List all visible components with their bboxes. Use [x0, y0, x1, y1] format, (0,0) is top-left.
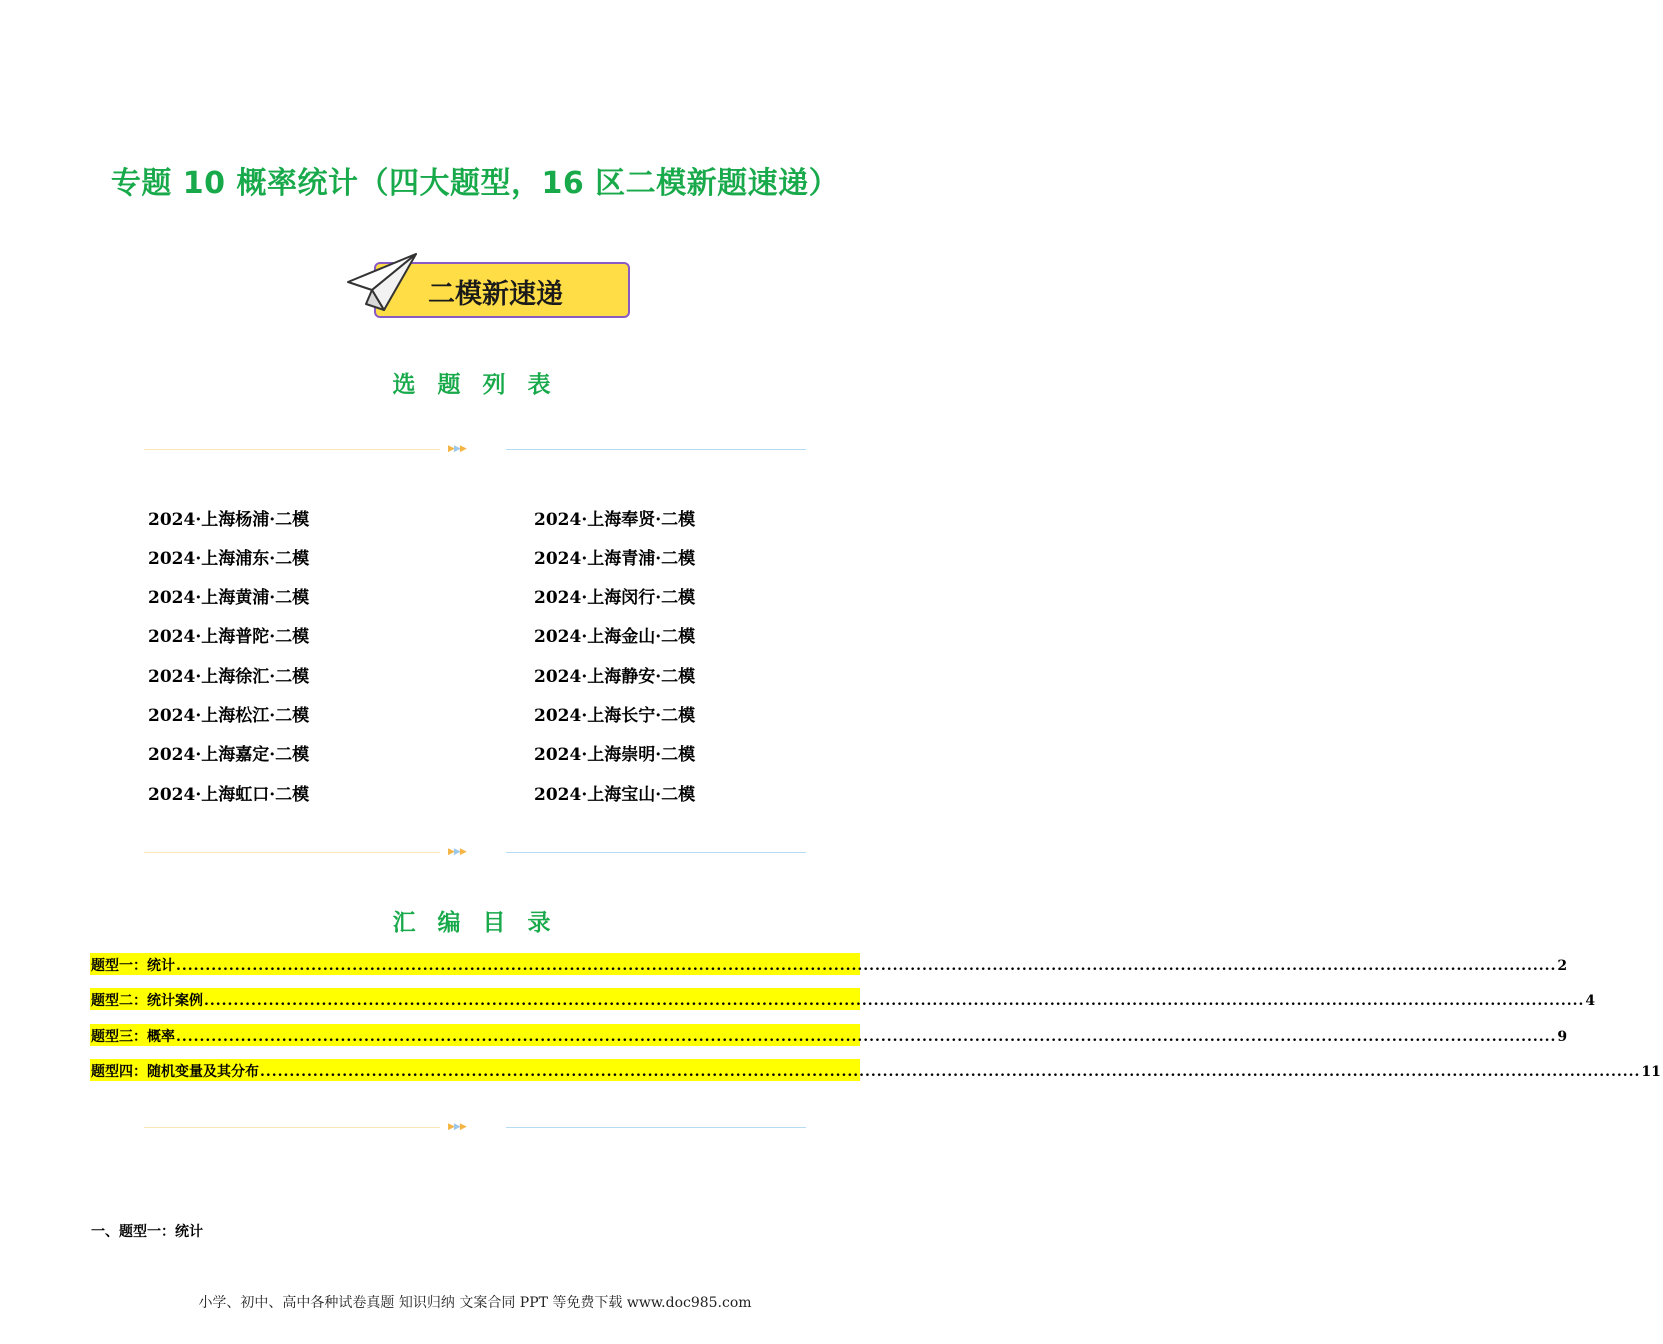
- divider-top: [144, 444, 806, 454]
- selection-heading: 选 题 列 表: [392, 372, 558, 398]
- region-item: 2024·上海杨浦·二模: [148, 510, 310, 530]
- region-item: 2024·上海宝山·二模: [534, 785, 696, 805]
- arrows-icon: ▶▶▶: [448, 1122, 466, 1132]
- region-item: 2024·上海青浦·二模: [534, 549, 696, 569]
- paper-plane-icon: [344, 252, 424, 316]
- region-item: 2024·上海静安·二模: [534, 667, 696, 687]
- toc-entry-label: 题型三：概率: [91, 1029, 175, 1045]
- toc-entry-label: 题型一：统计: [91, 958, 175, 974]
- toc-entry-page: 9: [1557, 1029, 1568, 1045]
- toc-leader: ...........................................................................................................................................................................................................................................: [176, 958, 1557, 974]
- toc-entry-label: 题型二：统计案例: [91, 993, 203, 1009]
- region-item: 2024·上海金山·二模: [534, 627, 696, 647]
- region-item: 2024·上海长宁·二模: [534, 706, 696, 726]
- toc-entry[interactable]: [90, 988, 1596, 1010]
- toc-leader: ...........................................................................................................................................................................................................................................: [204, 993, 1585, 1009]
- region-item: 2024·上海浦东·二模: [148, 549, 310, 569]
- toc-leader: ...........................................................................................................................................................................................................................................: [260, 1064, 1641, 1080]
- badge-label: 二模新速递: [428, 279, 563, 310]
- toc-entry-page: 11: [1641, 1064, 1661, 1080]
- toc-entry[interactable]: [90, 1024, 1568, 1046]
- divider-middle: [144, 847, 806, 857]
- toc-heading: 汇 编 目 录: [392, 910, 558, 936]
- region-item: 2024·上海虹口·二模: [148, 785, 310, 805]
- arrows-icon: ▶▶▶: [448, 847, 466, 857]
- toc-entry[interactable]: [90, 953, 1568, 975]
- toc-entry-page: 4: [1585, 993, 1596, 1009]
- toc-entry-page: 2: [1557, 958, 1568, 974]
- region-item: 2024·上海闵行·二模: [534, 588, 696, 608]
- arrows-icon: ▶▶▶: [448, 444, 466, 454]
- region-item: 2024·上海普陀·二模: [148, 627, 310, 647]
- toc-entry-label: 题型四：随机变量及其分布: [91, 1064, 259, 1080]
- region-item: 2024·上海黄浦·二模: [148, 588, 310, 608]
- page-footer: 小学、初中、高中各种试卷真题 知识归纳 文案合同 PPT 等免费下载 www.doc985.com: [198, 1295, 752, 1311]
- toc-entry[interactable]: [90, 1059, 1661, 1081]
- region-item: 2024·上海奉贤·二模: [534, 510, 696, 530]
- part-heading: 一、题型一：统计: [91, 1224, 203, 1240]
- table-of-contents: [90, 953, 1661, 1080]
- section-badge: [344, 252, 636, 324]
- region-item: 2024·上海嘉定·二模: [148, 745, 310, 765]
- page-title: 专题 10 概率统计（四大题型，16 区二模新题速递）: [110, 166, 840, 201]
- region-item: 2024·上海徐汇·二模: [148, 667, 310, 687]
- region-item: 2024·上海松江·二模: [148, 706, 310, 726]
- toc-leader: ...........................................................................................................................................................................................................................................: [176, 1029, 1557, 1045]
- region-item: 2024·上海崇明·二模: [534, 745, 696, 765]
- divider-bottom: [144, 1122, 806, 1132]
